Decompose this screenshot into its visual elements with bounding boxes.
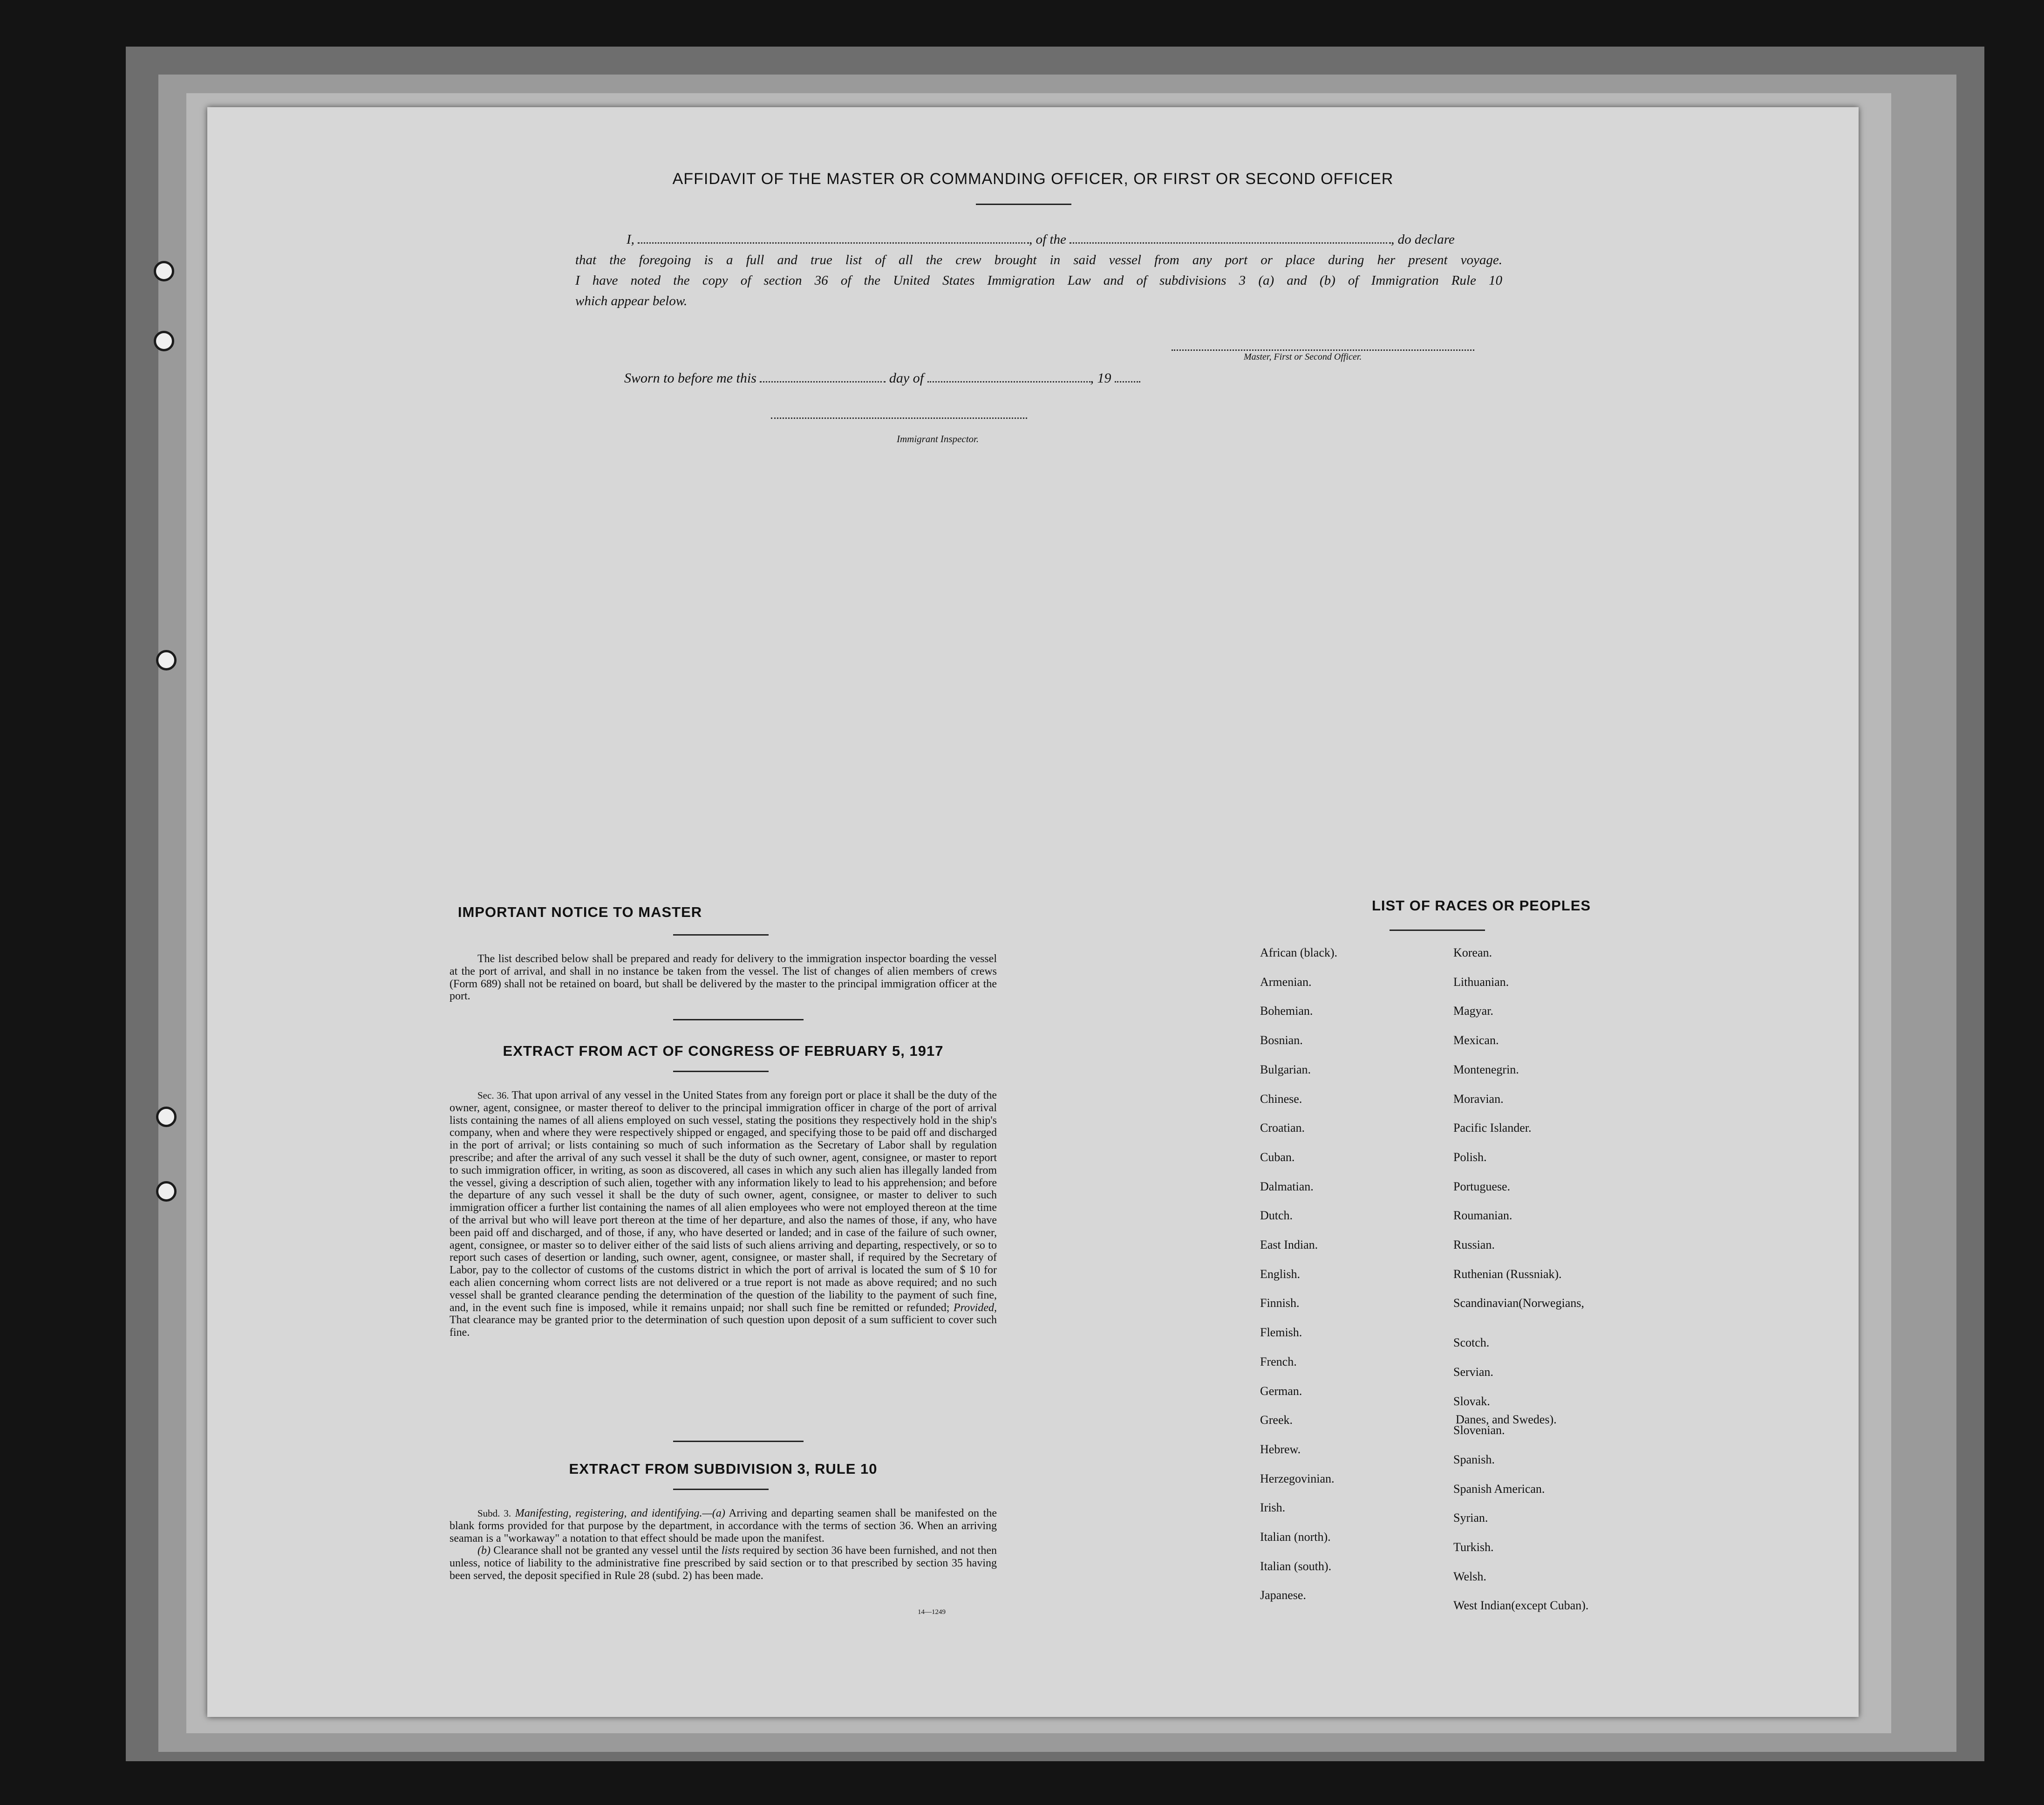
race-item: Greek. <box>1260 1413 1293 1427</box>
race-item: Scandinavian(Norwegians, <box>1453 1296 1584 1310</box>
extract-rule-title: EXTRACT FROM SUBDIVISION 3, RULE 10 <box>569 1461 878 1477</box>
i-label: I, <box>627 232 634 247</box>
subd-title: Manifesting, registering, and identifying.—(a) <box>515 1507 725 1519</box>
race-item: Dutch. <box>1260 1209 1293 1223</box>
subd-a-paragraph <box>450 1507 997 1545</box>
punch-hole-icon <box>156 1181 177 1202</box>
race-item: Dalmatian. <box>1260 1179 1314 1193</box>
race-item: Bosnian. <box>1260 1033 1303 1047</box>
affidavit-line-1 <box>575 229 1502 250</box>
sworn-day-field[interactable] <box>760 381 886 383</box>
race-item: Magyar. <box>1453 1004 1493 1018</box>
divider <box>673 1441 804 1442</box>
race-item: Finnish. <box>1260 1296 1300 1310</box>
race-item: Servian. <box>1453 1365 1493 1379</box>
lists-word: lists <box>721 1545 740 1557</box>
race-item: Slovak. <box>1453 1394 1490 1408</box>
race-item: Russian. <box>1453 1238 1495 1251</box>
punch-hole-icon <box>154 261 174 281</box>
race-item: Turkish. <box>1453 1540 1494 1554</box>
extract-rule-text <box>450 1507 997 1582</box>
affidavit-body <box>575 229 1502 311</box>
race-item: Korean. <box>1453 946 1492 959</box>
subd-a-text: Arriving and departing seamen shall be manifested on the blank forms provided for that purpose by the department, in accordance with the terms of section 36. When an arriving seaman is a "workaway" a notation to that effect should be made upon the manifest. <box>450 1507 997 1545</box>
affidavit-line-2: that the foregoing is a full and true list of all the crew brought in said vessel from any port or place during her present voyage. <box>575 253 1502 267</box>
inspector-label: Immigrant Inspector. <box>897 433 979 444</box>
vessel-name-field[interactable] <box>1070 242 1391 244</box>
day-of-label: day of <box>889 370 924 386</box>
race-item: Bulgarian. <box>1260 1062 1311 1076</box>
year-label: , 19 <box>1090 370 1111 386</box>
form-page <box>207 107 1859 1717</box>
form-number: 14—1249 <box>918 1608 946 1616</box>
section-36-text-end: That clearance may be granted prior to the determination of such question upon deposit of a sum sufficient to cover such fine. <box>450 1314 997 1339</box>
affidavit-title: AFFIDAVIT OF THE MASTER OR COMMANDING OFFICER, OR FIRST OR SECOND OFFICER <box>672 170 1394 188</box>
race-item: Slovenian. <box>1453 1423 1505 1437</box>
notice-title: IMPORTANT NOTICE TO MASTER <box>457 904 702 920</box>
do-declare-label: , do declare <box>1391 232 1455 247</box>
divider <box>976 204 1071 205</box>
inspector-signature-line[interactable] <box>771 414 1027 419</box>
notice-paragraph: The list described below shall be prepared and ready for delivery to the immigration inspector boarding the vessel at the port of arrival, and shall in no instance be taken from the vessel. The list of changes of alien members of crews (Form 689) shall not be retained on board, but shall be delivered by the master to the principal immigration officer at the port. <box>450 953 997 1003</box>
race-item: Mexican. <box>1453 1033 1499 1047</box>
race-item: English. <box>1260 1267 1300 1281</box>
race-item: Japanese. <box>1260 1588 1306 1602</box>
race-item: Hebrew. <box>1260 1442 1301 1456</box>
race-item: Spanish. <box>1453 1452 1495 1466</box>
subd-b-text-1: Clearance shall not be granted any vessel until the <box>493 1545 719 1557</box>
race-item: Spanish American. <box>1453 1482 1545 1496</box>
race-item: Welsh. <box>1453 1569 1486 1583</box>
extract-act-text <box>450 1089 997 1339</box>
divider <box>673 1489 769 1490</box>
section-36-paragraph <box>450 1089 997 1339</box>
races-title: LIST OF RACES OR PEOPLES <box>1371 897 1591 914</box>
punch-hole-icon <box>156 1107 177 1127</box>
race-item: Chinese. <box>1260 1092 1302 1106</box>
affidavit-line-4: which appear below. <box>575 294 688 308</box>
race-item: Italian (south). <box>1260 1559 1332 1573</box>
master-signature-line[interactable] <box>1172 345 1474 351</box>
sworn-label: Sworn to before me this <box>624 370 756 386</box>
race-item: Portuguese. <box>1453 1179 1511 1193</box>
notice-text <box>450 953 997 1003</box>
punch-hole-icon <box>154 331 174 351</box>
race-item: Pacific Islander. <box>1453 1121 1532 1135</box>
master-signature-label: Master, First or Second Officer. <box>1244 352 1362 362</box>
race-item: Armenian. <box>1260 975 1312 989</box>
extract-act-title: EXTRACT FROM ACT OF CONGRESS OF FEBRUARY 5, 1917 <box>503 1043 944 1059</box>
section-36-text: That upon arrival of any vessel in the United States from any foreign port or place it shall be the duty of the owner, agent, consignee, or master thereof to deliver to the principal immigration officer in charge of the port of arrival lists containing the names of all aliens employed on such vessel, stating the positions they respectively hold in the ship's company, when and where they were respectively shipped or engaged, and specifying those to be paid off and discharged in the port of arrival; or lists containing so much of such information as the Secretary of Labor shall by regulation prescribe; and after the arrival of any such vessel it shall be the duty of such owner, agent, consignee, or master to report to such immigration officer, in writing, as soon as discovered, all cases in which any such alien has illegally landed from the vessel, giving a description of such alien, together with any information likely to lead to his apprehension; and before the departure of any such vessel it shall be the duty of such owner, agent, consignee, or master to deliver to such immigration officer a further list containing the names of all alien employees who were not employed thereon at the time of the arrival but who will leave port thereon at the time of her departure, and also the names of those, if any, who have been paid off and discharged, and of those, if any, who have deserted or landed; and in case of the failure of such owner, agent, consignee, or master so to deliver either of the said lists of such aliens arriving and departing, respectively, or so to report such cases of desertion or landing, such owner, agent, consignee, or master shall, if required by the Secretary of Labor, pay to the collector of customs of the customs district in which the port of arrival is located the sum of $ 10 for each alien concerning whom correct lists are not delivered or a true report is not made as above required; and no such vessel shall be granted clearance pending the determination of the question of the liability to the payment of such fine, and, in the event such fine is imposed, while it remains unpaid; nor shall such fine be remitted or refunded; <box>450 1089 997 1314</box>
race-item: Moravian. <box>1453 1092 1504 1106</box>
race-item: Irish. <box>1260 1501 1286 1515</box>
divider <box>673 934 769 936</box>
race-item: German. <box>1260 1384 1302 1398</box>
sec-label: Sec. 36. <box>477 1090 509 1101</box>
scandinavian-continuation: Danes, and Swedes). <box>1456 1413 1557 1426</box>
race-item: Cuban. <box>1260 1150 1295 1164</box>
divider <box>1390 930 1485 931</box>
race-item: Roumanian. <box>1453 1209 1513 1223</box>
divider <box>673 1071 769 1072</box>
race-item: Lithuanian. <box>1453 975 1509 989</box>
officer-name-field[interactable] <box>638 242 1029 244</box>
race-item: Herzegovinian. <box>1260 1471 1335 1485</box>
of-the-label: , of the <box>1029 232 1066 247</box>
race-item: Scotch. <box>1453 1336 1490 1350</box>
sworn-month-field[interactable] <box>927 381 1090 383</box>
subd-label: Subd. 3. <box>477 1508 511 1519</box>
race-item: Montenegrin. <box>1453 1062 1519 1076</box>
race-item: Flemish. <box>1260 1326 1302 1340</box>
subd-b-text-2: required by section 36 have been furnished, and not then unless, notice of liability to the administrative fine prescribed by said section or to that prescribed by section 35 having been served, the deposit specified in Rule 28 (subd. 2) has been made. <box>450 1545 997 1582</box>
race-item: Polish. <box>1453 1150 1487 1164</box>
divider <box>673 1019 804 1020</box>
race-item: Ruthenian (Russniak). <box>1453 1267 1562 1281</box>
race-item: African (black). <box>1260 946 1338 959</box>
b-label: (b) <box>477 1545 491 1557</box>
sworn-line <box>624 370 1140 386</box>
race-item: French. <box>1260 1354 1297 1368</box>
subd-b-paragraph <box>450 1545 997 1582</box>
race-item: Syrian. <box>1453 1511 1488 1525</box>
race-item: Bohemian. <box>1260 1004 1313 1018</box>
race-item: Italian (north). <box>1260 1530 1331 1544</box>
race-item: East Indian. <box>1260 1238 1318 1251</box>
sworn-year-field[interactable] <box>1115 381 1140 383</box>
affidavit-line-3: I have noted the copy of section 36 of the United States Immigration Law and of subdivisions 3 (a) and (b) of Immigration Rule 10 <box>575 273 1502 288</box>
punch-hole-icon <box>156 650 177 670</box>
race-item: West Indian(except Cuban). <box>1453 1599 1589 1613</box>
race-item: Croatian. <box>1260 1121 1305 1135</box>
provided-label: Provided, <box>953 1301 997 1314</box>
